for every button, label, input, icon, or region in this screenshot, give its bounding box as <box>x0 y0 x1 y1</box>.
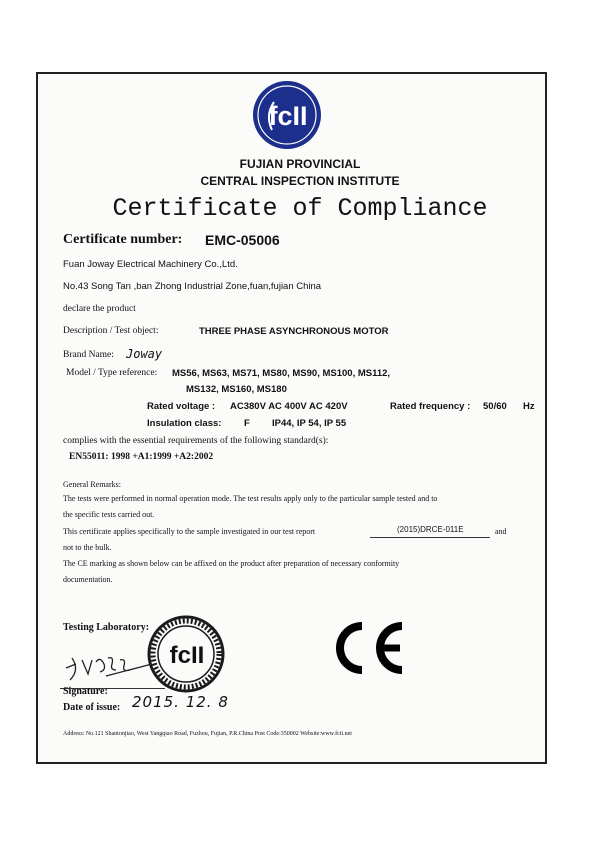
remarks-heading: General Remarks: <box>63 480 121 489</box>
testing-laboratory-label: Testing Laboratory: <box>63 622 150 633</box>
certificate-number-label: Certificate number: <box>63 232 183 247</box>
svg-text:fcII: fcII <box>268 101 308 131</box>
model-line2: MS132, MS160, MS180 <box>186 384 287 395</box>
institute-name-line1: FUJIAN PROVINCIAL <box>239 157 361 171</box>
document-title: Certificate of Compliance <box>112 194 488 223</box>
remark-2-and: and <box>495 527 507 536</box>
rated-frequency-label: Rated frequency : <box>390 401 471 412</box>
description-value: THREE PHASE ASYNCHRONOUS MOTOR <box>199 326 389 337</box>
brand-value: Joway <box>126 347 163 361</box>
rated-frequency-unit: Hz <box>523 401 535 412</box>
institute-name-line2: CENTRAL INSPECTION INSTITUTE <box>200 174 400 188</box>
company-address: No.43 Song Tan ,ban Zhong Industrial Zone,fuan,fujian China <box>63 281 322 292</box>
institute-logo <box>252 80 322 150</box>
brand-label: Brand Name: <box>63 350 114 360</box>
handwritten-signature <box>62 640 157 685</box>
svg-text:fcII: fcII <box>169 642 205 669</box>
insulation-class-value: F <box>244 418 250 429</box>
description-label: Description / Test object: <box>63 326 159 336</box>
model-line1: MS56, MS63, MS71, MS80, MS90, MS100, MS112, <box>172 368 391 379</box>
remark-1b: the specific tests carried out. <box>63 510 155 519</box>
rated-voltage-label: Rated voltage : <box>147 401 216 412</box>
signature-label: Signature: <box>63 686 108 697</box>
report-number: (2015)DRCE-011E <box>397 525 464 534</box>
ce-mark <box>330 620 406 676</box>
date-of-issue-label: Date of issue: <box>63 702 121 713</box>
company-name: Fuan Joway Electrical Machinery Co.,Ltd. <box>63 259 238 270</box>
report-number-underline <box>370 537 490 538</box>
remark-3a: The CE marking as shown below can be affixed on the product after preparation of necessary conformity <box>63 559 400 568</box>
remark-2a: This certificate applies specifically to the sample investigated in our test report <box>63 527 316 536</box>
standard-reference: EN55011: 1998 +A1:1999 +A2:2002 <box>69 452 214 462</box>
remark-2b: not to the bulk. <box>63 543 112 552</box>
remark-3b: documentation. <box>63 575 113 584</box>
ip-ratings: IP44, IP 54, IP 55 <box>272 418 347 429</box>
insulation-class-label: Insulation class: <box>147 418 222 429</box>
certificate-number: EMC-05006 <box>205 232 280 248</box>
footer-address: Address: No.121 Shantonjiao, West Yangqiao Road, Fuzhou, Fujian, P.R.China Post Code:350002 Website:www.fcii.net <box>63 731 352 737</box>
complies-text: complies with the essential requirements of the following standard(s): <box>63 436 329 446</box>
model-label: Model / Type reference: <box>66 368 158 378</box>
rated-voltage-value: AC380V AC 400V AC 420V <box>230 401 348 412</box>
declare-text: declare the product <box>63 304 136 314</box>
date-of-issue-value: 2015. 12. 8 <box>132 693 229 711</box>
official-seal <box>146 614 226 694</box>
remark-1a: The tests were performed in normal operation mode. The test results apply only to the particular sample tested and to <box>63 494 438 503</box>
rated-frequency-value: 50/60 <box>483 401 507 412</box>
